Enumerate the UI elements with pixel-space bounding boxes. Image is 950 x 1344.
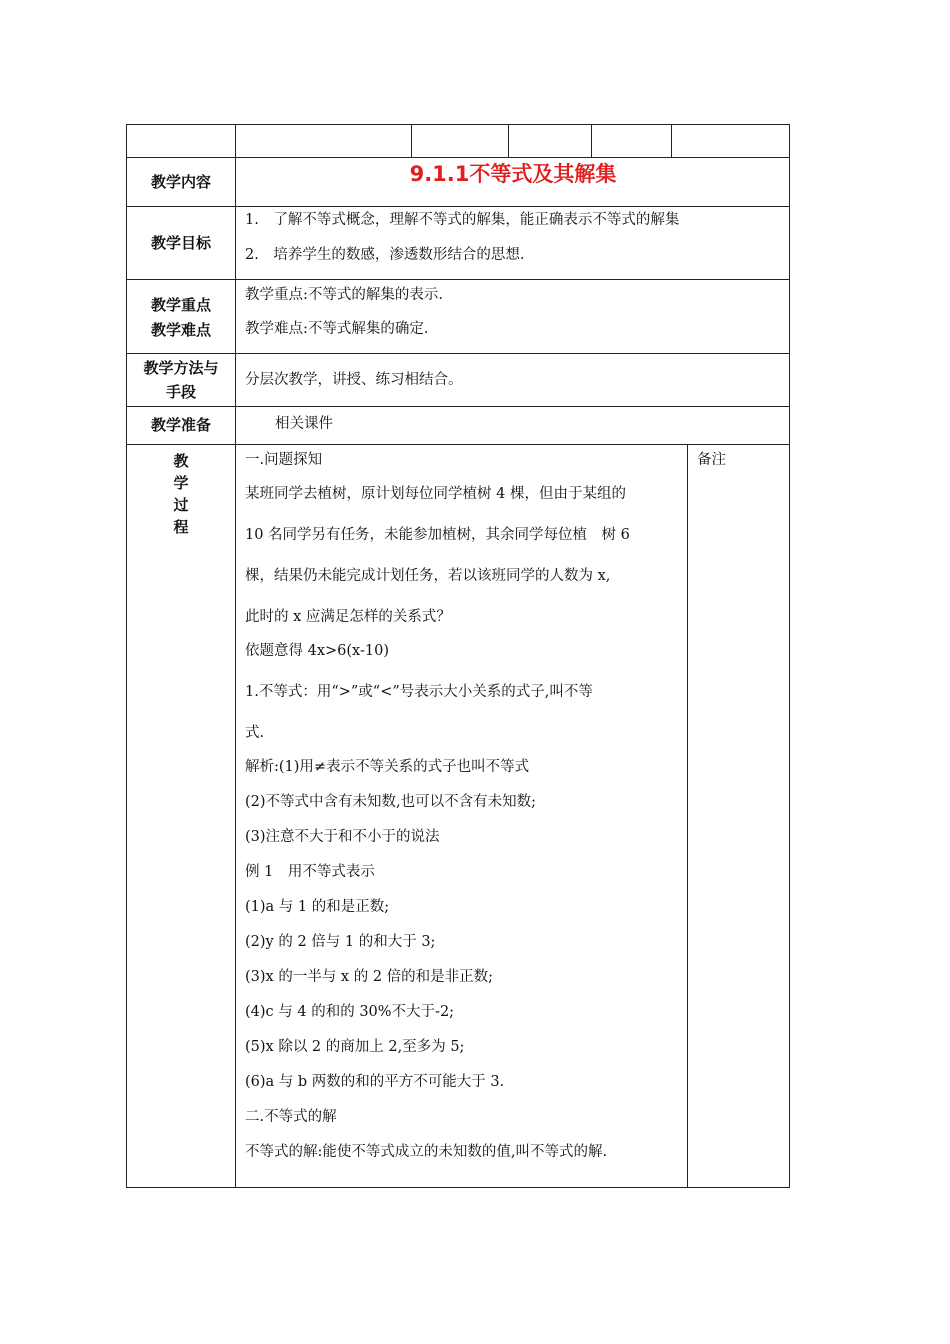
process-line: 依题意得 4x>6(x-10)	[245, 643, 389, 659]
remark-label: 备注	[697, 452, 726, 468]
process-line: 某班同学去植树，原计划每位同学植树 4 棵，但由于某组的	[245, 486, 626, 502]
lesson-title: 9.1.1不等式及其解集	[409, 162, 617, 186]
column-divider	[411, 124, 412, 157]
process-label-char: 学	[173, 474, 189, 492]
goal-item: 2. 培养学生的数感，渗透数形结合的思想.	[245, 247, 525, 263]
process-label-char: 教	[173, 452, 189, 470]
process-line: 式.	[245, 725, 265, 741]
row-divider	[126, 206, 790, 207]
process-line: 10 名同学另有任务，未能参加植树，其余同学每位植 树 6	[245, 527, 630, 543]
process-body	[245, 450, 630, 1162]
goals-label: 教学目标	[150, 234, 211, 252]
process-label	[126, 450, 236, 538]
column-divider	[671, 124, 672, 157]
row-divider	[126, 353, 790, 354]
process-line: (3)注意不大于和不小于的说法	[245, 829, 440, 845]
process-line: 此时的 x 应满足怎样的关系式？	[245, 609, 451, 625]
row-divider	[126, 406, 790, 407]
process-line: (3)x 的一半与 x 的 2 倍的和是非正数;	[245, 969, 494, 985]
process-line: 一.问题探知	[245, 452, 323, 468]
row-divider	[126, 279, 790, 280]
process-line: 解析:(1)用≠表示不等关系的式子也叫不等式	[245, 759, 530, 775]
methods-label: 教学方法与	[143, 359, 219, 377]
process-line: 棵，结果仍未能完成计划任务，若以该班同学的人数为 x,	[245, 568, 611, 584]
process-line: 例 1 用不等式表示	[245, 864, 375, 880]
process-label-char: 过	[173, 496, 189, 514]
process-line: (1)a 与 1 的和是正数;	[245, 899, 390, 915]
difficulty-label: 教学难点	[150, 321, 211, 339]
row-divider	[126, 444, 790, 445]
difficulty-text: 教学难点:不等式解集的确定.	[245, 321, 429, 337]
process-line: 1.不等式：用“>”或“<”号表示大小关系的式子,叫不等	[245, 684, 593, 700]
prep-label: 教学准备	[150, 416, 211, 434]
process-line: (6)a 与 b 两数的和的平方不可能大于 3.	[245, 1074, 505, 1090]
column-divider	[235, 124, 236, 1188]
process-label-char: 程	[173, 518, 189, 536]
methods-text: 分层次教学，讲授、练习相结合。	[245, 372, 463, 388]
process-line: 不等式的解:能使不等式成立的未知数的值,叫不等式的解.	[245, 1144, 608, 1160]
key-point-label: 教学重点	[150, 296, 211, 314]
goal-item: 1. 了解不等式概念，理解不等式的解集，能正确表示不等式的解集	[245, 212, 680, 228]
column-divider	[508, 124, 509, 157]
prep-text: 相关课件	[275, 416, 333, 432]
process-line: 二.不等式的解	[245, 1109, 337, 1125]
process-line: (4)c 与 4 的和的 30%不大于-2;	[245, 1004, 455, 1020]
remark-column-divider	[687, 444, 688, 1188]
methods-label-2: 手段	[165, 383, 196, 401]
process-line: (2)不等式中含有未知数,也可以不含有未知数;	[245, 794, 537, 810]
process-line: (5)x 除以 2 的商加上 2,至多为 5;	[245, 1039, 465, 1055]
key-point-text: 教学重点:不等式的解集的表示.	[245, 287, 443, 303]
process-line: (2)y 的 2 倍与 1 的和大于 3;	[245, 934, 436, 950]
row-divider	[126, 157, 790, 158]
content-label: 教学内容	[150, 173, 211, 191]
column-divider	[591, 124, 592, 157]
